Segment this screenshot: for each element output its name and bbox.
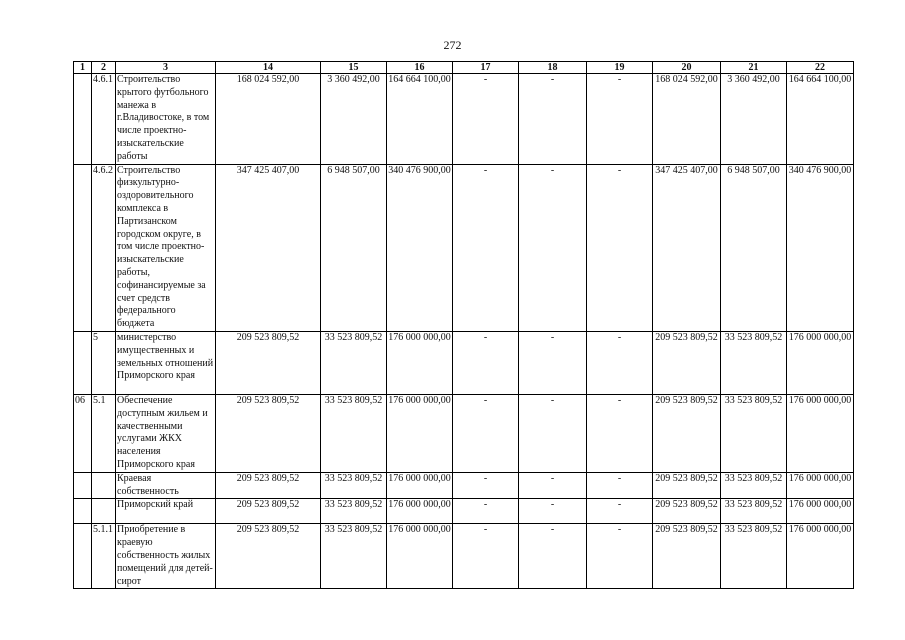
budget-table <box>73 61 854 589</box>
cell-col1 <box>74 499 92 524</box>
table-row <box>74 164 854 331</box>
cell-18: - <box>519 74 587 165</box>
header-cell-17: 17 <box>453 62 519 74</box>
cell-19: - <box>587 524 653 589</box>
cell-col1 <box>74 472 92 499</box>
cell-22: 164 664 100,00 <box>787 74 854 165</box>
cell-description: Краевая собственность <box>116 472 216 499</box>
cell-21: 33 523 809,52 <box>721 499 787 524</box>
cell-22: 176 000 000,00 <box>787 524 854 589</box>
cell-14: 209 523 809,52 <box>216 499 321 524</box>
table-row <box>74 472 854 499</box>
cell-19: - <box>587 164 653 331</box>
cell-20: 209 523 809,52 <box>653 331 721 394</box>
cell-18: - <box>519 394 587 472</box>
table-row <box>74 74 854 165</box>
cell-21: 33 523 809,52 <box>721 394 787 472</box>
cell-19: - <box>587 472 653 499</box>
header-cell-20: 20 <box>653 62 721 74</box>
cell-21: 33 523 809,52 <box>721 472 787 499</box>
cell-description: Строительство крытого футбольного манежа в г.Владивостоке, в том числе проектно-изыскательские работы <box>116 74 216 165</box>
cell-description: Приморский край <box>116 499 216 524</box>
cell-16: 176 000 000,00 <box>387 472 453 499</box>
header-cell-15: 15 <box>321 62 387 74</box>
cell-17: - <box>453 74 519 165</box>
header-row <box>74 62 854 74</box>
cell-20: 209 523 809,52 <box>653 394 721 472</box>
cell-21: 33 523 809,52 <box>721 331 787 394</box>
cell-description: Обеспечение доступным жильем и качественными услугами ЖКХ населения Приморского края <box>116 394 216 472</box>
header-cell-19: 19 <box>587 62 653 74</box>
cell-14: 347 425 407,00 <box>216 164 321 331</box>
cell-code <box>92 472 116 499</box>
header-cell-21: 21 <box>721 62 787 74</box>
cell-16: 176 000 000,00 <box>387 394 453 472</box>
cell-15: 33 523 809,52 <box>321 499 387 524</box>
table-row <box>74 524 854 589</box>
cell-16: 164 664 100,00 <box>387 74 453 165</box>
cell-20: 347 425 407,00 <box>653 164 721 331</box>
cell-code <box>92 499 116 524</box>
cell-20: 209 523 809,52 <box>653 524 721 589</box>
cell-17: - <box>453 524 519 589</box>
cell-col1 <box>74 524 92 589</box>
table-row <box>74 499 854 524</box>
table-row <box>74 331 854 394</box>
cell-16: 176 000 000,00 <box>387 499 453 524</box>
cell-15: 33 523 809,52 <box>321 331 387 394</box>
header-cell-1: 1 <box>74 62 92 74</box>
cell-code: 4.6.2 <box>92 164 116 331</box>
cell-description: Приобретение в краевую собственность жилых помещений для детей-сирот <box>116 524 216 589</box>
cell-14: 209 523 809,52 <box>216 524 321 589</box>
cell-description: министерство имущественных и земельных отношений Приморского края <box>116 331 216 394</box>
header-cell-16: 16 <box>387 62 453 74</box>
cell-22: 176 000 000,00 <box>787 394 854 472</box>
cell-15: 33 523 809,52 <box>321 524 387 589</box>
cell-15: 3 360 492,00 <box>321 74 387 165</box>
cell-16: 340 476 900,00 <box>387 164 453 331</box>
cell-col1: 06 <box>74 394 92 472</box>
cell-21: 3 360 492,00 <box>721 74 787 165</box>
cell-code: 5.1.1 <box>92 524 116 589</box>
cell-code: 5 <box>92 331 116 394</box>
cell-15: 6 948 507,00 <box>321 164 387 331</box>
cell-code: 5.1 <box>92 394 116 472</box>
header-cell-22: 22 <box>787 62 854 74</box>
cell-22: 176 000 000,00 <box>787 499 854 524</box>
cell-col1 <box>74 164 92 331</box>
cell-20: 209 523 809,52 <box>653 499 721 524</box>
cell-15: 33 523 809,52 <box>321 394 387 472</box>
cell-15: 33 523 809,52 <box>321 472 387 499</box>
cell-14: 209 523 809,52 <box>216 394 321 472</box>
cell-18: - <box>519 524 587 589</box>
cell-20: 209 523 809,52 <box>653 472 721 499</box>
header-cell-3: 3 <box>116 62 216 74</box>
cell-18: - <box>519 331 587 394</box>
cell-19: - <box>587 74 653 165</box>
cell-17: - <box>453 472 519 499</box>
cell-17: - <box>453 331 519 394</box>
cell-14: 209 523 809,52 <box>216 472 321 499</box>
cell-21: 33 523 809,52 <box>721 524 787 589</box>
header-cell-14: 14 <box>216 62 321 74</box>
cell-17: - <box>453 164 519 331</box>
cell-22: 176 000 000,00 <box>787 472 854 499</box>
header-cell-18: 18 <box>519 62 587 74</box>
cell-18: - <box>519 164 587 331</box>
cell-17: - <box>453 394 519 472</box>
cell-14: 209 523 809,52 <box>216 331 321 394</box>
cell-code: 4.6.1 <box>92 74 116 165</box>
cell-16: 176 000 000,00 <box>387 524 453 589</box>
header-cell-2: 2 <box>92 62 116 74</box>
cell-22: 340 476 900,00 <box>787 164 854 331</box>
cell-16: 176 000 000,00 <box>387 331 453 394</box>
cell-col1 <box>74 74 92 165</box>
cell-description: Строительство физкультурно-оздоровительного комплекса в Партизанском городском округе, в том числе проектно-изыскательские работы, софинансируемые за счет средств федерального бюджета <box>116 164 216 331</box>
cell-18: - <box>519 472 587 499</box>
page-number: 272 <box>443 38 462 52</box>
cell-14: 168 024 592,00 <box>216 74 321 165</box>
cell-19: - <box>587 331 653 394</box>
cell-18: - <box>519 499 587 524</box>
cell-17: - <box>453 499 519 524</box>
cell-21: 6 948 507,00 <box>721 164 787 331</box>
table-row <box>74 394 854 472</box>
cell-col1 <box>74 331 92 394</box>
cell-19: - <box>587 394 653 472</box>
cell-20: 168 024 592,00 <box>653 74 721 165</box>
cell-19: - <box>587 499 653 524</box>
cell-22: 176 000 000,00 <box>787 331 854 394</box>
